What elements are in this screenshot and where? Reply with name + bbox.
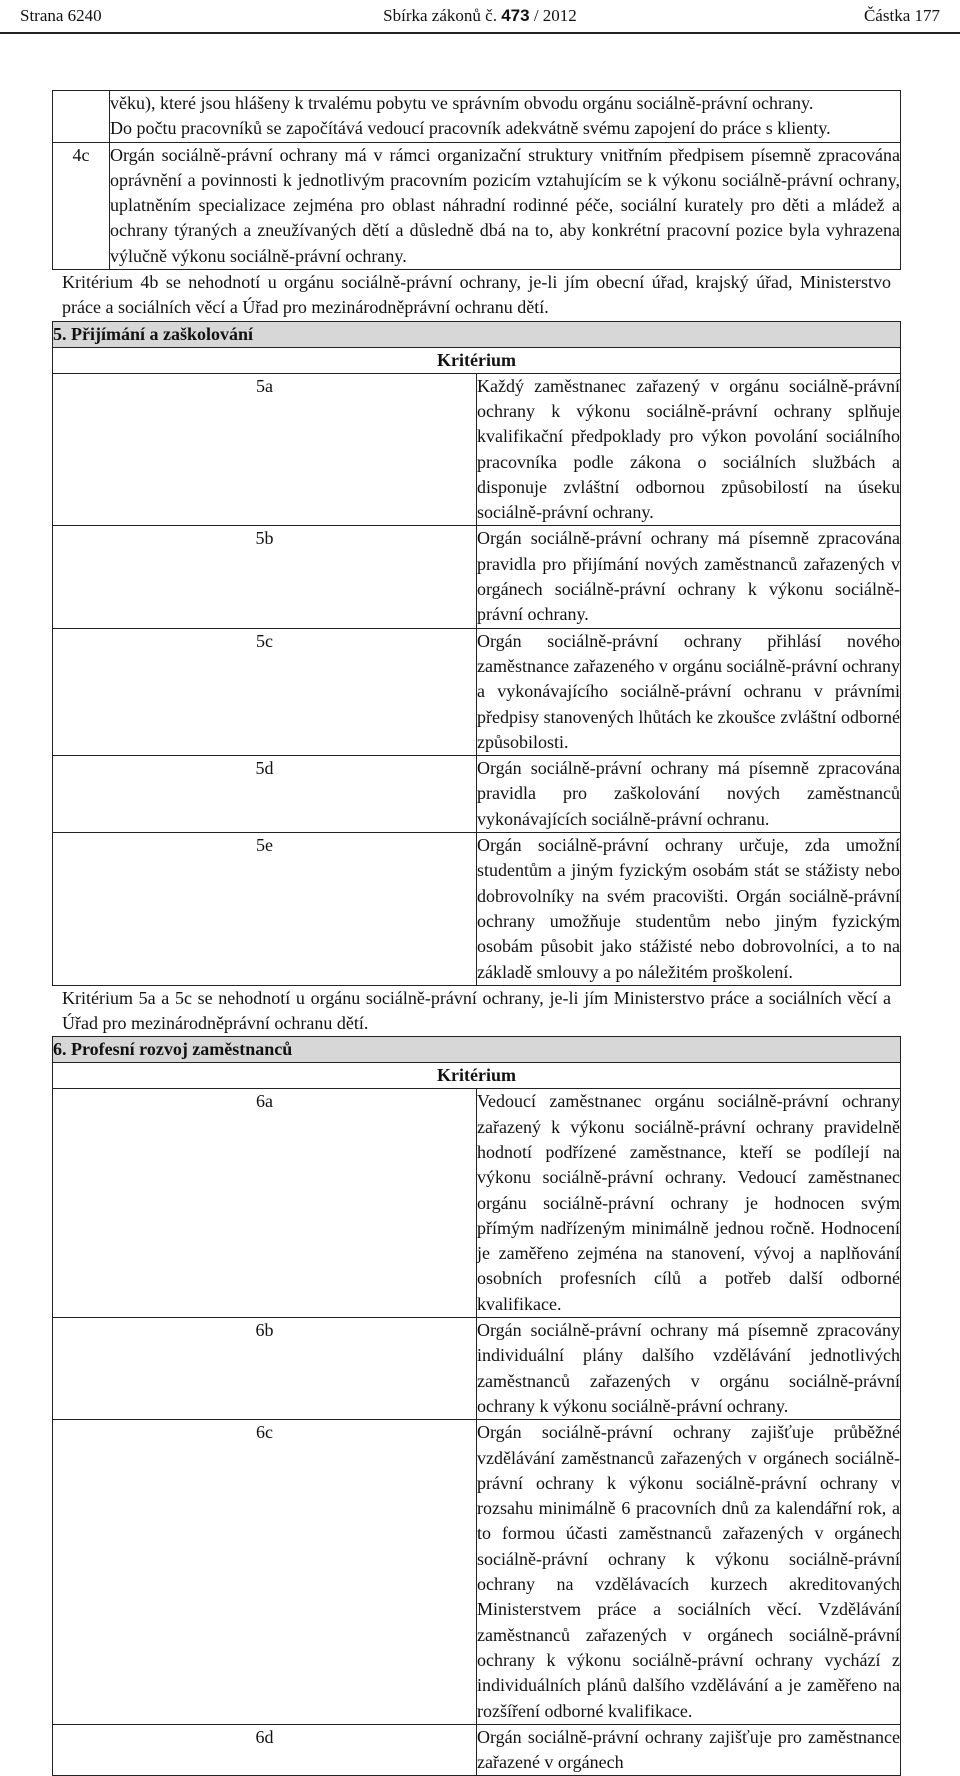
criterion-code: 6b	[53, 1318, 477, 1420]
criterion-code: 4c	[53, 142, 110, 269]
table-row	[53, 756, 901, 833]
section-title: 6. Profesní rozvoj zaměstnanců	[53, 1037, 901, 1063]
criterion-text: Orgán sociálně-právní ochrany má písemně zpracována pravidla pro zaškolování nových zaměstnanců vykonávajících sociálně-právní ochranu.	[477, 756, 901, 833]
criterion-code: 5a	[53, 373, 477, 526]
criterion-code	[53, 91, 110, 143]
section-title: 5. Přijímání a zaškolování	[53, 321, 901, 347]
criterion-header-row	[53, 1063, 901, 1089]
criterion-text	[110, 142, 901, 269]
table-row	[53, 1318, 901, 1420]
criterion-text: Orgán sociálně-právní ochrany zajišťuje pro zaměstnance zařazené v orgánech	[477, 1724, 901, 1776]
criteria-table-6	[52, 1036, 901, 1776]
law-number: 473	[501, 6, 530, 25]
table-row	[53, 1724, 901, 1776]
table-row	[53, 142, 901, 269]
table-row	[53, 1089, 901, 1318]
criteria-table-4	[52, 90, 901, 270]
collection-name: Sbírka zákonů č.	[383, 6, 497, 25]
criterion-text: Vedoucí zaměstnanec orgánu sociálně-právní ochrany zařazený k výkonu sociálně-právní ochrany pravidelně hodnotí podřízené zaměstnance, kteří se podílejí na výkonu sociálně-právní ochrany. Vedoucí zaměstnanec orgánu sociálně-právní ochrany je hodnocen svým přímým nadřízeným minimálně jednou ročně. Hodnocení je zaměřeno zejména na stanovení, vývoj a naplňování osobních profesních cílů a potřeb další odborné kvalifikace.	[477, 1089, 901, 1318]
criterion-text: Orgán sociálně-právní ochrany přihlásí nového zaměstnance zařazeného v orgánu sociálně-právní ochrany a vykonávajícího sociálně-právní ochranu v právními předpisy stanovených lhůtách ke zkoušce zvláštní odborné způsobilosti.	[477, 628, 901, 755]
criterion-code: 5c	[53, 628, 477, 755]
table-row	[53, 833, 901, 986]
exception-note: Kritérium 5a a 5c se nehodnotí u orgánu sociálně-právní ochrany, je-li jím Ministerstvo práce a sociálních věcí a Úřad pro mezinárodněprávní ochranu dětí.	[62, 987, 891, 1034]
criterion-code: 5e	[53, 833, 477, 986]
criterion-code: 5d	[53, 756, 477, 833]
criterion-text: Orgán sociálně-právní ochrany zajišťuje průběžné vzdělávání zaměstnanců zařazených v orgánech sociálně-právní ochrany k výkonu sociálně-právní ochrany v rozsahu minimálně 6 pracovních dnů za kalendářní rok, a to formou účasti zaměstnanců zařazených v orgánech sociálně-právní ochrany k výkonu sociálně-právní ochrany na vzdělávacích kurzech akreditovaných Ministerstvem práce a sociálních věcí. Vzdělávání zaměstnanců zařazených v orgánech sociálně-právní ochrany k výkonu sociálně-právní ochrany vychází z individuálních plánů dalšího vzdělávání a je zaměřeno na rozšíření odborné kvalifikace.	[477, 1420, 901, 1725]
criterion-code: 6a	[53, 1089, 477, 1318]
section-header-row	[53, 321, 901, 347]
criterion-text	[110, 91, 901, 143]
page-number: Strana 6240	[20, 6, 102, 25]
criterion-paragraph: věku), které jsou hlášeny k trvalému pobytu ve správním obvodu orgánu sociálně-právní ochrany.	[110, 93, 814, 113]
collection-reference	[20, 4, 940, 28]
table-row	[53, 628, 901, 755]
criterion-column-header: Kritérium	[53, 347, 901, 373]
criterion-code: 6c	[53, 1420, 477, 1725]
criterion-header-row	[53, 347, 901, 373]
law-year: / 2012	[533, 6, 577, 25]
criterion-code: 5b	[53, 526, 477, 628]
criterion-paragraph: Do počtu pracovníků se započítává vedoucí pracovník adekvátně svému zapojení do práce s klienty.	[110, 118, 831, 139]
exception-note: Kritérium 4b se nehodnotí u orgánu sociálně-právní ochrany, je-li jím obecní úřad, krajský úřad, Ministerstvo práce a sociálních věcí a Úřad pro mezinárodněprávní ochranu dětí.	[62, 272, 891, 318]
criterion-column-header: Kritérium	[53, 1063, 901, 1089]
document-body	[52, 90, 901, 1776]
criterion-text: Každý zaměstnanec zařazený v orgánu sociálně-právní ochrany k výkonu sociálně-právní ochrany splňuje kvalifikační předpoklady pro výkon povolání sociálního pracovníka podle zákona o sociálních službách a disponuje zvláštní odbornou způsobilostí na úseku sociálně-právní ochrany.	[477, 373, 901, 526]
criteria-table-5	[52, 321, 901, 986]
table-row	[53, 373, 901, 526]
criterion-code: 6d	[53, 1724, 477, 1776]
criterion-text: Orgán sociálně-právní ochrany má písemně zpracovány individuální plány dalšího vzdělávání jednotlivých zaměstnanců zařazených v orgánu sociálně-právní ochrany k výkonu sociálně-právní ochrany.	[477, 1318, 901, 1420]
table-row	[53, 1420, 901, 1725]
criterion-text: Orgán sociálně-právní ochrany určuje, zda umožní studentům a jiným fyzickým osobám stát se stážisty nebo dobrovolníky na svém pracovišti. Orgán sociálně-právní ochrany umožňuje studentům nebo jiným fyzickým osobám působit jako stážisté nebo dobrovolníci, a to na základě smlouvy a po náležitém proškolení.	[477, 833, 901, 986]
section-header-row	[53, 1037, 901, 1063]
table-row	[53, 526, 901, 628]
criterion-text: Orgán sociálně-právní ochrany má písemně zpracována pravidla pro přijímání nových zaměstnanců zařazených v orgánech sociálně-právní ochrany k výkonu sociálně-právní ochrany.	[477, 526, 901, 628]
criterion-paragraph: Orgán sociálně-právní ochrany má v rámci organizační struktury vnitřním předpisem písemně zpracována oprávnění a povinnosti k jednotlivým pracovním pozicím vztahujícím se k výkonu sociálně-právní ochrany, uplatněním specializace zejména pro oblast náhradní rodinné péče, sociální kurately pro děti a mládež a ochrany týraných a zneužívaných dětí a důsledně dbá na to, aby konkrétní pracovní pozice byla vyhrazena výlučně výkonu sociálně-právní ochrany.	[110, 144, 900, 266]
header-rule	[0, 32, 960, 34]
page-header	[20, 4, 940, 28]
part-number: Částka 177	[863, 6, 940, 25]
table-row	[53, 91, 901, 143]
